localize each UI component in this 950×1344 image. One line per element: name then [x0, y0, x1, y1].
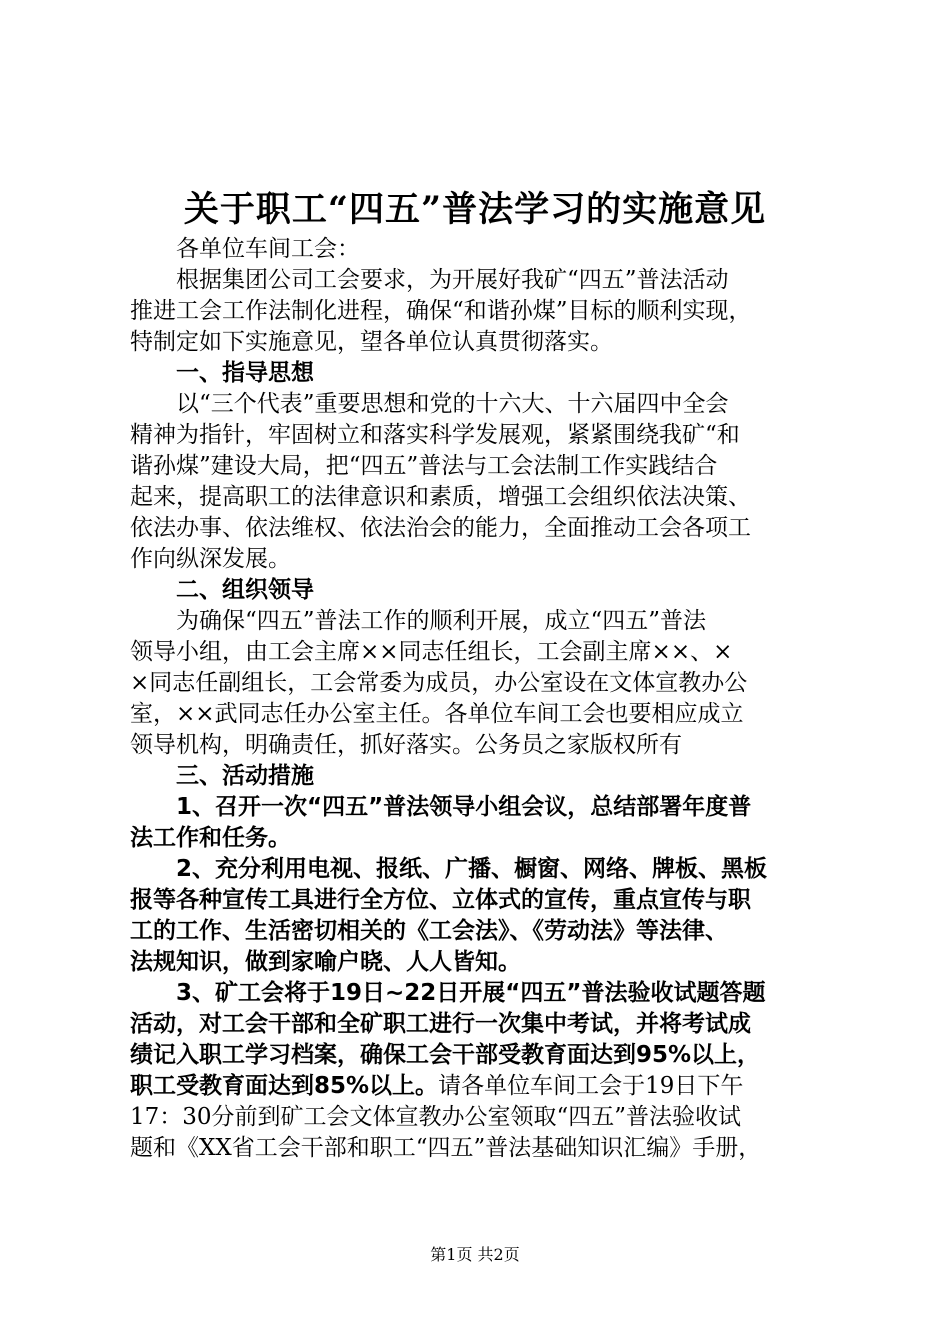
body-tail-lines	[130, 1102, 830, 1164]
mixed-line-normal: 请各单位车间工会于19日下午	[438, 1073, 744, 1099]
text-line: 3、矿工会将于19日~22日开展“四五”普法验收试题答题	[176, 980, 766, 1006]
mixed-line-bold: 职工受教育面达到85%以上。	[130, 1073, 439, 1099]
mixed-line	[130, 1071, 830, 1102]
text-line: 依法办事、依法维权、依法治会的能力，全面推动工会各项工	[130, 515, 751, 541]
text-line: 题和《XX省工会干部和职工“四五”普法基础知识汇编》手册，	[130, 1135, 762, 1161]
text-line: ×同志任副组长，工会常委为成员，办公室设在文体宣教办公	[130, 670, 748, 696]
text-line: 绩记入职工学习档案，确保工会干部受教育面达到95%以上，	[130, 1042, 761, 1068]
text-line: 起来，提高职工的法律意识和素质，增强工会组织依法决策、	[130, 484, 751, 510]
text-line: 1、召开一次“四五”普法领导小组会议，总结部署年度普	[176, 794, 752, 820]
text-line: 三、活动措施	[176, 763, 314, 789]
text-line: 精神为指针，牢固树立和落实科学发展观，紧紧围绕我矿“和	[130, 422, 740, 448]
text-line: 谐孙煤”建设大局，把“四五”普法与工会法制工作实践结合	[130, 453, 718, 479]
text-line: 二、组织领导	[176, 577, 314, 603]
text-line: 领导机构，明确责任，抓好落实。公务员之家版权所有	[130, 732, 682, 758]
document-body	[130, 234, 830, 1164]
body-lines	[130, 234, 830, 1071]
text-line: 一、指导思想	[176, 360, 314, 386]
text-line: 法规知识，做到家喻户晓、人人皆知。	[130, 949, 521, 975]
text-line: 以“三个代表”重要思想和党的十六大、十六届四中全会	[176, 391, 729, 417]
text-line: 特制定如下实施意见，望各单位认真贯彻落实。	[130, 329, 613, 355]
text-line: 法工作和任务。	[130, 825, 291, 851]
text-line: 各单位车间工会：	[176, 236, 360, 262]
text-line: 室，××武同志任办公室主任。各单位车间工会也要相应成立	[130, 701, 744, 727]
page-footer: 第1页 共2页	[430, 1245, 520, 1264]
text-line: 2、充分利用电视、报纸、广播、橱窗、网络、牌板、黑板	[176, 856, 768, 882]
text-line: 根据集团公司工会要求，为开展好我矿“四五”普法活动	[176, 267, 729, 293]
text-line: 17：30分前到矿工会文体宣教办公室领取“四五”普法验收试	[130, 1104, 742, 1130]
text-line: 工的工作、生活密切相关的《工会法》、《劳动法》等法律、	[130, 918, 728, 944]
text-line: 为确保“四五”普法工作的顺利开展，成立“四五”普法	[176, 608, 707, 634]
text-line: 报等各种宣传工具进行全方位、立体式的宣传，重点宣传与职	[130, 887, 751, 913]
text-line: 作向纵深发展。	[130, 546, 291, 572]
text-line: 领导小组，由工会主席××同志任组长，工会副主席××、×	[130, 639, 733, 665]
text-line: 推进工会工作法制化进程，确保“和谐孙煤”目标的顺利实现，	[130, 298, 752, 324]
document-title: 关于职工“四五”普法学习的实施意见	[183, 189, 767, 230]
text-line: 活动，对工会干部和全矿职工进行一次集中考试，并将考试成	[130, 1011, 751, 1037]
